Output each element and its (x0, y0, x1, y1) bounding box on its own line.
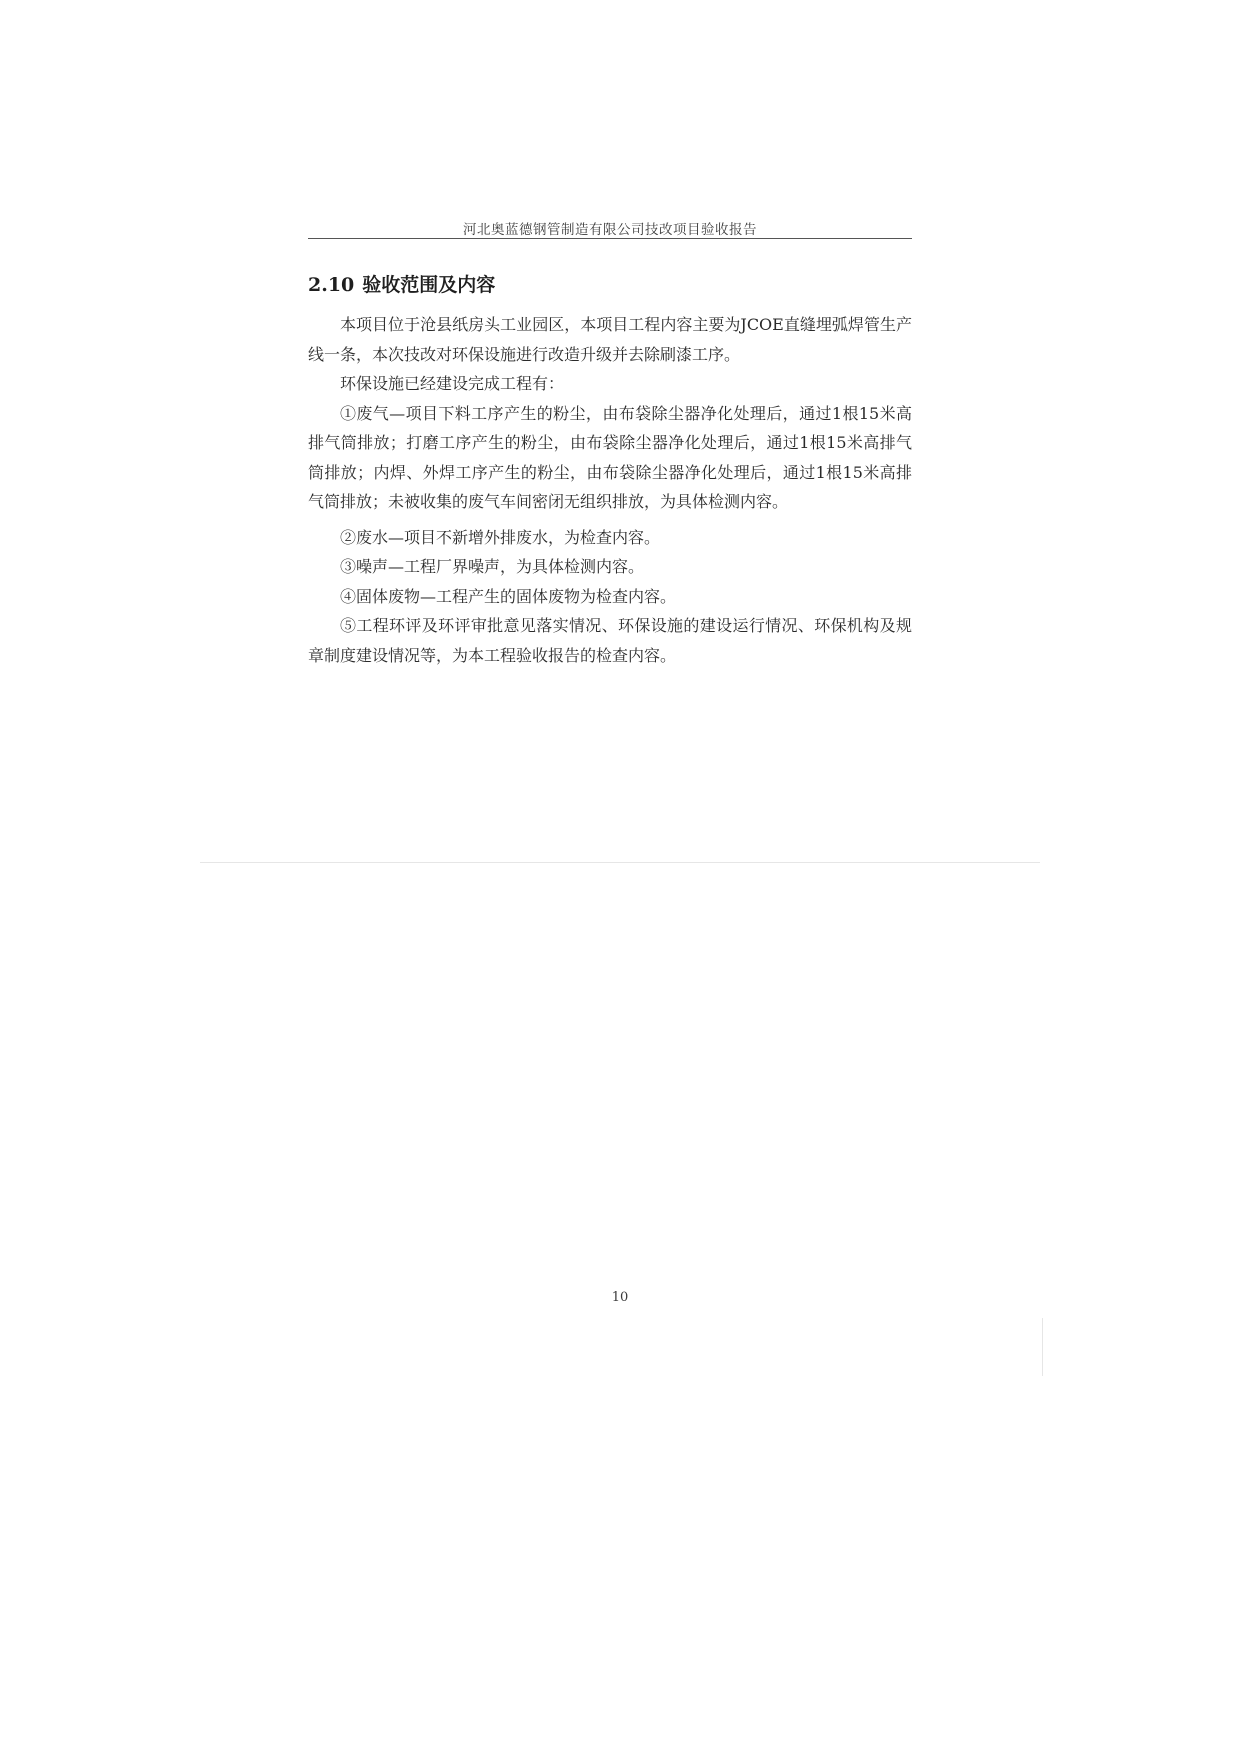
scan-artifact-line (1042, 1318, 1043, 1376)
paragraph-inspection-items: ⑤工程环评及环评审批意见落实情况、环保设施的建设运行情况、环保机构及规章制度建设情况等，为本工程验收报告的检查内容。 (308, 616, 912, 665)
section-number: 2.10 (308, 274, 355, 296)
paragraph-noise: ③噪声—工程厂界噪声，为具体检测内容。 (340, 557, 645, 576)
page-header: 河北奥蓝德钢管制造有限公司技改项目验收报告 (463, 222, 757, 238)
paragraph-solid-waste: ④固体废物—工程产生的固体废物为检查内容。 (340, 586, 677, 606)
paragraph-project-overview: 本项目位于沧县纸房头工业园区，本项目工程内容主要为JCOE直缝埋弧焊管生产线一条，本次技改对环保设施进行改造升级并去除刷漆工序。 (308, 315, 912, 364)
paragraph-waste-water: ②废水—项目不新增外排废水，为检查内容。 (340, 527, 661, 547)
body-text (308, 310, 912, 670)
header-divider (308, 238, 912, 239)
paragraph-completed-works-intro: 环保设施已经建设完成工程有： (340, 374, 565, 393)
page-number: 10 (611, 1290, 629, 1305)
scan-artifact-line (200, 862, 1040, 863)
section-title: 验收范围及内容 (362, 274, 496, 296)
paragraph-waste-gas: ①废气—项目下料工序产生的粉尘，由布袋除尘器净化处理后，通过1根15米高排气筒排放；打磨工序产生的粉尘，由布袋除尘器净化处理后，通过1根15米高排气筒排放；内焊、外焊工序产生的粉尘，由布袋除尘器净化处理后，通过1根15米高排气筒排放；未被收集的废气车间密闭无组织排放，为具体检测内容。 (308, 403, 912, 511)
section-heading (308, 270, 495, 297)
